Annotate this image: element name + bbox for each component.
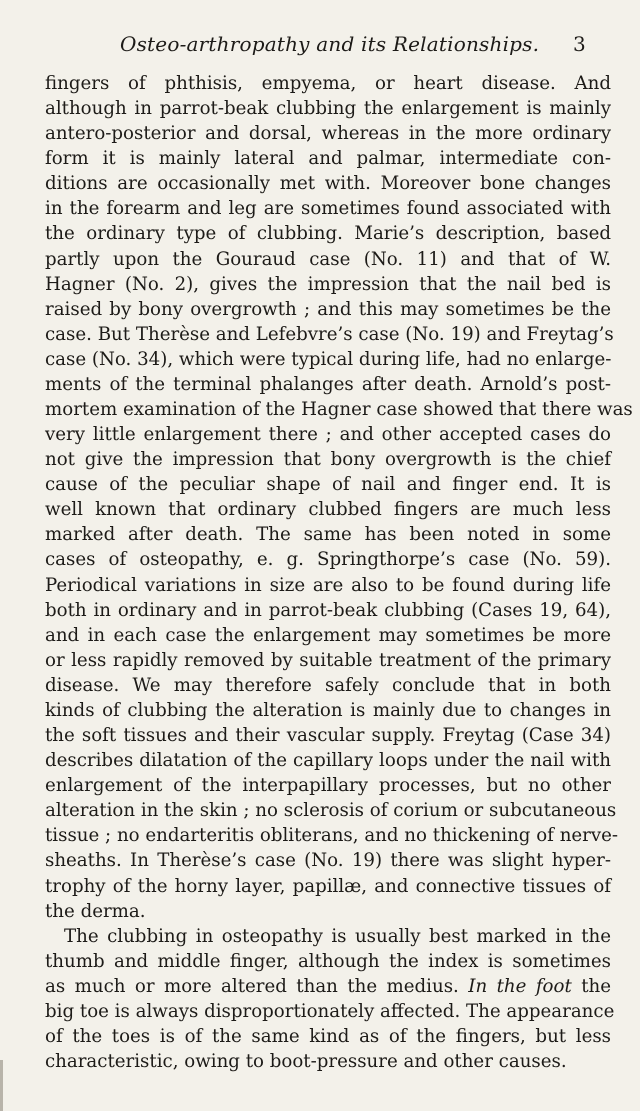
- text-line: big toe is always disproportionately affected. The appearance: [45, 1000, 615, 1022]
- page-header: [0, 32, 640, 60]
- text-line: ditions are occasionally met with. Moreover bone changes: [45, 173, 611, 195]
- running-title: Osteo-arthropathy and its Relationships.: [120, 32, 540, 56]
- body-text: [45, 71, 633, 1074]
- text-line: The clubbing in osteopathy is usually best marked in the: [64, 925, 611, 947]
- text-line: and in each case the enlargement may sometimes be more: [45, 624, 611, 646]
- text-line: form it is mainly lateral and palmar, intermediate con-: [45, 148, 611, 170]
- text-line: kinds of clubbing the alteration is mainly due to changes in: [45, 699, 611, 721]
- text-line: describes dilatation of the capillary loops under the nail with: [45, 750, 611, 772]
- text-line: raised by bony overgrowth ; and this may sometimes be the: [45, 298, 611, 320]
- text-line: partly upon the Gouraud case (No. 11) and that of W.: [45, 248, 611, 270]
- text-line: fingers of phthisis, empyema, or heart disease. And: [45, 73, 611, 94]
- text-line: in the forearm and leg are sometimes found associated with: [45, 198, 611, 220]
- text-line: characteristic, owing to boot-pressure and other causes.: [45, 1051, 567, 1073]
- text-line: although in parrot-beak clubbing the enlargement is mainly: [45, 98, 611, 120]
- text-line: sheaths. In Therèse’s case (No. 19) there was slight hyper-: [45, 850, 611, 872]
- text-line: ments of the terminal phalanges after death. Arnold’s post-: [45, 373, 611, 395]
- text-run: as much or more altered than the medius.: [45, 975, 459, 997]
- text-line: cases of osteopathy, e. g. Springthorpe’s case (No. 59).: [45, 549, 611, 571]
- text-line: trophy of the horny layer, papillæ, and connective tissues of: [45, 875, 611, 897]
- text-line: antero-posterior and dorsal, whereas in the more ordinary: [45, 123, 611, 145]
- text-line: Hagner (No. 2), gives the impression that the nail bed is: [45, 273, 611, 295]
- text-line: Periodical variations in size are also to be found during life: [45, 574, 611, 596]
- text-line: enlargement of the interpapillary processes, but no other: [45, 775, 611, 797]
- page-edge-shadow: [0, 1060, 3, 1111]
- text-run: the: [581, 975, 611, 997]
- paragraph-2: [45, 924, 615, 1074]
- paragraph-1: [45, 71, 633, 924]
- italic-phrase: In the foot: [468, 975, 572, 997]
- text-line-mixed: [45, 974, 611, 999]
- text-line: the soft tissues and their vascular supply. Freytag (Case 34): [45, 725, 611, 747]
- text-line: both in ordinary and in parrot-beak clubbing (Cases 19, 64),: [45, 599, 611, 621]
- text-line: cause of the peculiar shape of nail and finger end. It is: [45, 474, 611, 496]
- text-line: marked after death. The same has been noted in some: [45, 524, 611, 546]
- text-line: case (No. 34), which were typical during life, had no enlarge-: [45, 348, 612, 370]
- text-line: the ordinary type of clubbing. Marie’s description, based: [45, 223, 611, 245]
- text-line: mortem examination of the Hagner case showed that there was: [45, 399, 633, 421]
- text-line: tissue ; no endarteritis obliterans, and no thickening of nerve-: [45, 825, 619, 847]
- page-number: 3: [573, 32, 586, 56]
- text-line: or less rapidly removed by suitable treatment of the primary: [45, 649, 611, 671]
- text-line: not give the impression that bony overgrowth is the chief: [45, 449, 611, 471]
- text-line: disease. We may therefore safely conclude that in both: [45, 674, 611, 696]
- text-line: alteration in the skin ; no sclerosis of corium or subcutaneous: [45, 800, 617, 822]
- text-line: the derma.: [45, 900, 146, 922]
- text-line: well known that ordinary clubbed fingers are much less: [45, 499, 611, 521]
- text-line: case. But Therèse and Lefebvre’s case (No. 19) and Freytag’s: [45, 323, 614, 345]
- text-line: thumb and middle finger, although the index is sometimes: [45, 950, 611, 972]
- text-line: of the toes is of the same kind as of the fingers, but less: [45, 1025, 611, 1047]
- text-line: very little enlargement there ; and other accepted cases do: [45, 424, 611, 446]
